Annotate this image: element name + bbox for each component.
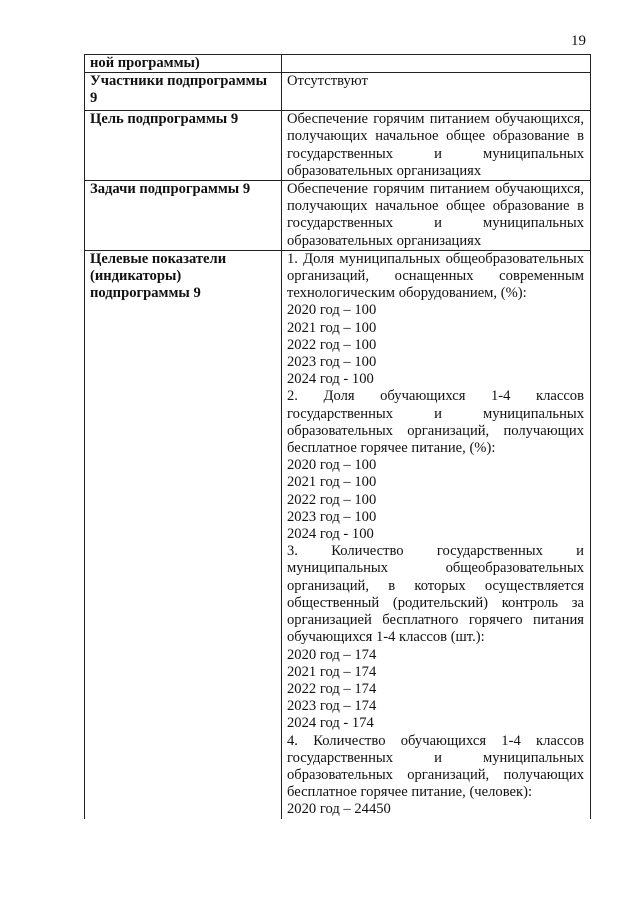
indicator-year-value: 2022 год – 100	[287, 336, 377, 353]
indicator-year-value: 2021 год – 100	[287, 474, 377, 491]
table-row	[85, 181, 591, 251]
indicator-year-value: 2020 год – 100	[287, 457, 377, 474]
indicator-year-value: 2020 год – 174	[287, 646, 377, 663]
indicator-title: 4. Количество обучающихся 1-4 классов государственных и муниципальных образовательных организаций, получающих бесплатное горячее питание, (человек):	[287, 732, 584, 801]
table-row	[85, 55, 591, 73]
page-number: 19	[571, 33, 586, 49]
indicator-year-value: 2023 год – 100	[287, 508, 377, 525]
table-row	[85, 73, 591, 111]
indicator-year-value: 2022 год – 100	[287, 491, 377, 508]
indicator-year-value: 2020 год – 24450	[287, 801, 391, 818]
row-label: Цель подпрограммы 9	[85, 111, 282, 181]
indicator-year-value: 2024 год - 100	[287, 371, 374, 388]
row-value: Обеспечение горячим питанием обучающихся, получающих начальное общее образование в государственных и муниципальных образовательных организациях	[282, 181, 591, 251]
indicator-year-value: 2024 год - 100	[287, 526, 374, 543]
indicator-title: 3. Количество государственных и муниципальных общеобразовательных организаций, в которых осуществляется общественный (родительский) контроль за организацией бесплатного горячего питания обучающихся 1-4 классов (шт.):	[287, 543, 584, 646]
indicators-list	[282, 250, 591, 818]
table-row	[85, 250, 591, 818]
indicator-year-value: 2020 год – 100	[287, 302, 377, 319]
row-value: Обеспечение горячим питанием обучающихся, получающих начальное общее образование в государственных и муниципальных образовательных организациях	[282, 111, 591, 181]
table-row	[85, 111, 591, 181]
indicator-title: 2. Доля обучающихся 1-4 классов государственных и муниципальных образовательных организаций, получающих бесплатное горячее питание, (%):	[287, 388, 584, 457]
row-label: ной программы)	[85, 55, 282, 73]
row-value	[282, 55, 591, 73]
passport-table	[84, 54, 591, 819]
indicator-year-value: 2021 год – 100	[287, 319, 377, 336]
indicator-year-value: 2023 год – 100	[287, 354, 377, 371]
row-label: Задачи подпрограммы 9	[85, 181, 282, 251]
row-label: Участники подпрограммы 9	[85, 73, 282, 111]
indicator-year-value: 2022 год – 174	[287, 680, 377, 697]
indicator-year-value: 2021 год – 174	[287, 663, 377, 680]
indicator-year-value: 2023 год – 174	[287, 698, 377, 715]
indicators-label: Целевые показатели (индикаторы) подпрограммы 9	[85, 250, 282, 818]
indicator-year-value: 2024 год - 174	[287, 715, 374, 732]
row-value: Отсутствуют	[282, 73, 591, 111]
indicator-title: 1. Доля муниципальных общеобразовательных организаций, оснащенных современным технологическим оборудованием, (%):	[287, 250, 584, 302]
